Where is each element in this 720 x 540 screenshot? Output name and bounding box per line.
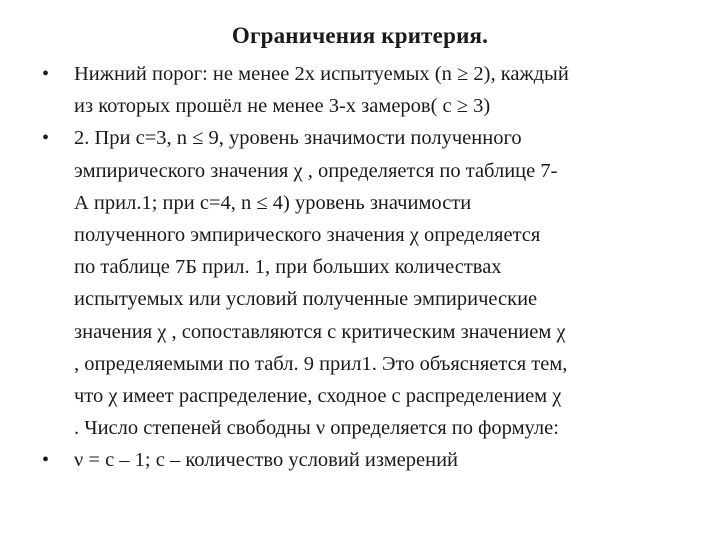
bullet-text-line: по таблице 7Б прил. 1, при больших количествах — [74, 256, 502, 279]
bullet-text-line: испытуемых или условий полученные эмпирические — [74, 288, 538, 311]
bullet-icon: • — [42, 63, 50, 85]
bullet-text-line: ν = c – 1; c – количество условий измерений — [74, 449, 459, 472]
bullet-text-line: что χ имеет распределение, сходное с распределением χ — [74, 385, 562, 408]
bullet-text-line: из которых прошёл не менее 3-х замеров( c ≥ 3) — [74, 95, 491, 118]
bullet-text-line: 2. При c=3, n ≤ 9, уровень значимости полученного — [74, 127, 522, 150]
bullet-text-line: эмпирического значения χ , определяется по таблице 7- — [74, 159, 558, 182]
slide-title: Ограничения критерия. — [231, 23, 489, 48]
bullet-list — [42, 58, 707, 477]
bullet-text-line: , определяемыми по табл. 9 прил1. Это объясняется тем, — [74, 352, 568, 375]
bullet-item-3 — [42, 444, 707, 476]
bullet-text-line: Нижний порог: не менее 2х испытуемых (n ≥ 2), каждый — [74, 63, 569, 85]
bullet-text-line: . Число степеней свободны ν определяется по формуле: — [74, 417, 559, 440]
bullet-text-line: А прил.1; при c=4, n ≤ 4) уровень значимости — [74, 191, 472, 214]
bullet-text-line: полученного эмпирического значения χ определяется — [74, 224, 541, 247]
bullet-icon: • — [42, 449, 50, 472]
bullet-item-2 — [42, 122, 707, 444]
bullet-item-1 — [42, 58, 707, 122]
bullet-icon: • — [42, 127, 50, 150]
bullet-text-line: значения χ , сопоставляются с критическим значением χ — [74, 320, 566, 343]
